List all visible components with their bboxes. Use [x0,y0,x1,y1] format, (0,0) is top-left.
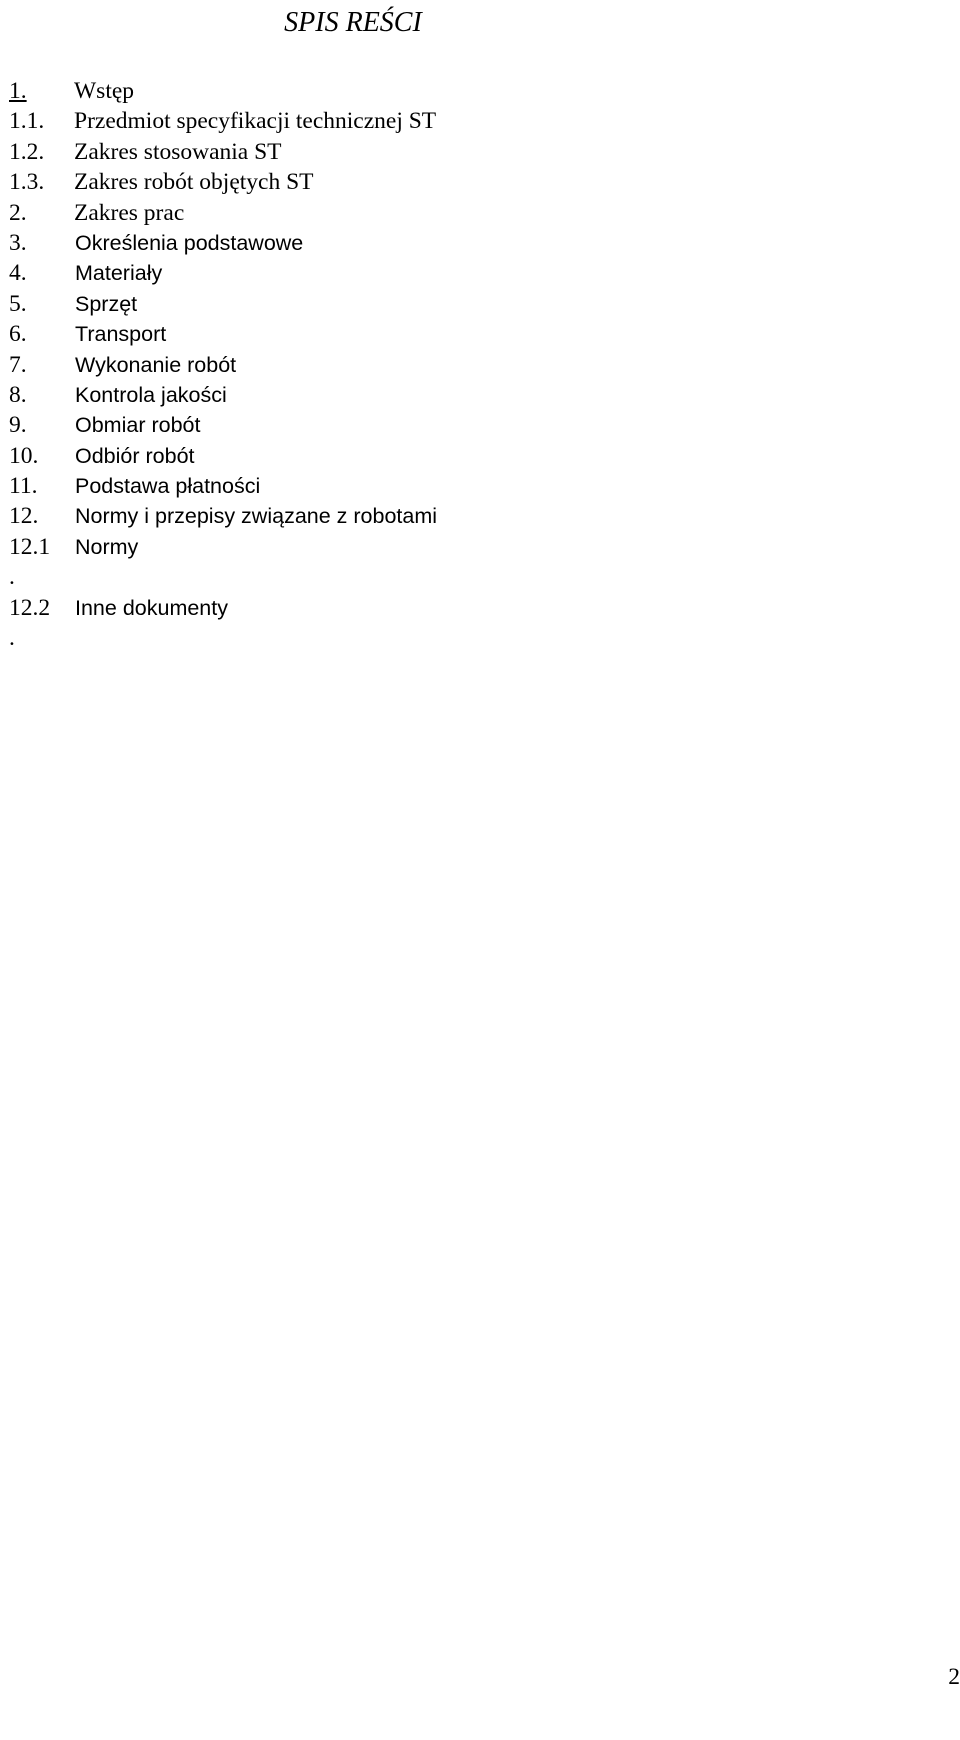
toc-item-number: 10. [9,442,39,469]
toc-item [9,471,609,501]
toc-item-number: 9. [9,412,27,439]
toc-item [9,319,609,349]
page-title: SPIS REŚCI [284,7,422,38]
toc-item [9,380,609,410]
toc-item-number: 1.2. [9,138,45,165]
toc-item-label: Zakres stosowania ST [74,138,282,165]
toc-item-number-main: 12.2 [9,594,51,621]
toc-item-label: Normy i przepisy związane z robotami [75,504,438,529]
toc-item-number: 3. [9,229,27,256]
toc-item-number: 1. [9,78,27,104]
toc-item [9,258,609,288]
toc-item-label: Odbiór robót [75,443,195,468]
toc-item-number [9,593,73,653]
toc-item-number: 12. [9,503,39,530]
toc-item-number: 2. [9,199,27,226]
toc-item [9,350,609,380]
toc-item [9,593,609,654]
toc-item-label: Podstawa płatności [75,474,261,499]
toc-item-number: 11. [9,473,38,500]
table-of-contents [9,76,609,654]
toc-item-number: 6. [9,321,27,348]
toc-item [9,228,609,258]
toc-item-number: 5. [9,290,27,317]
page-number: 2 [948,1664,960,1690]
toc-item [9,76,609,106]
toc-item-label: Sprzęt [75,291,138,316]
toc-item [9,198,609,228]
toc-item-label: Przedmiot specyfikacji technicznej ST [74,108,437,135]
toc-item [9,501,609,531]
toc-item-number: 1.3. [9,169,45,196]
toc-item [9,441,609,471]
toc-item-label: Zakres prac [74,199,185,226]
toc-item-label: Normy [75,534,139,559]
toc-item-label: Obmiar robót [75,413,201,438]
toc-item-label: Kontrola jakości [75,382,227,407]
toc-item [9,167,609,197]
toc-item-number: 8. [9,381,27,408]
toc-item-number-suffix: . [9,625,15,652]
toc-item-number: 4. [9,260,27,287]
toc-item [9,137,609,167]
toc-item [9,532,609,593]
toc-item-number [9,532,73,592]
toc-item-label: Materiały [75,261,163,286]
toc-item-number: 7. [9,351,27,378]
toc-item-number-main: 12.1 [9,533,51,560]
toc-item-number-suffix: . [9,564,15,591]
toc-item-label: Inne dokumenty [75,595,228,620]
toc-item [9,106,609,136]
toc-item [9,410,609,440]
toc-item-label: Określenia podstawowe [75,230,304,255]
toc-item-label: Transport [75,322,167,347]
toc-item-label: Wstęp [74,78,135,104]
toc-item-number: 1.1. [9,108,45,135]
toc-item-label: Wykonanie robót [75,352,237,377]
toc-item [9,289,609,319]
toc-item-label: Zakres robót objętych ST [74,169,314,196]
